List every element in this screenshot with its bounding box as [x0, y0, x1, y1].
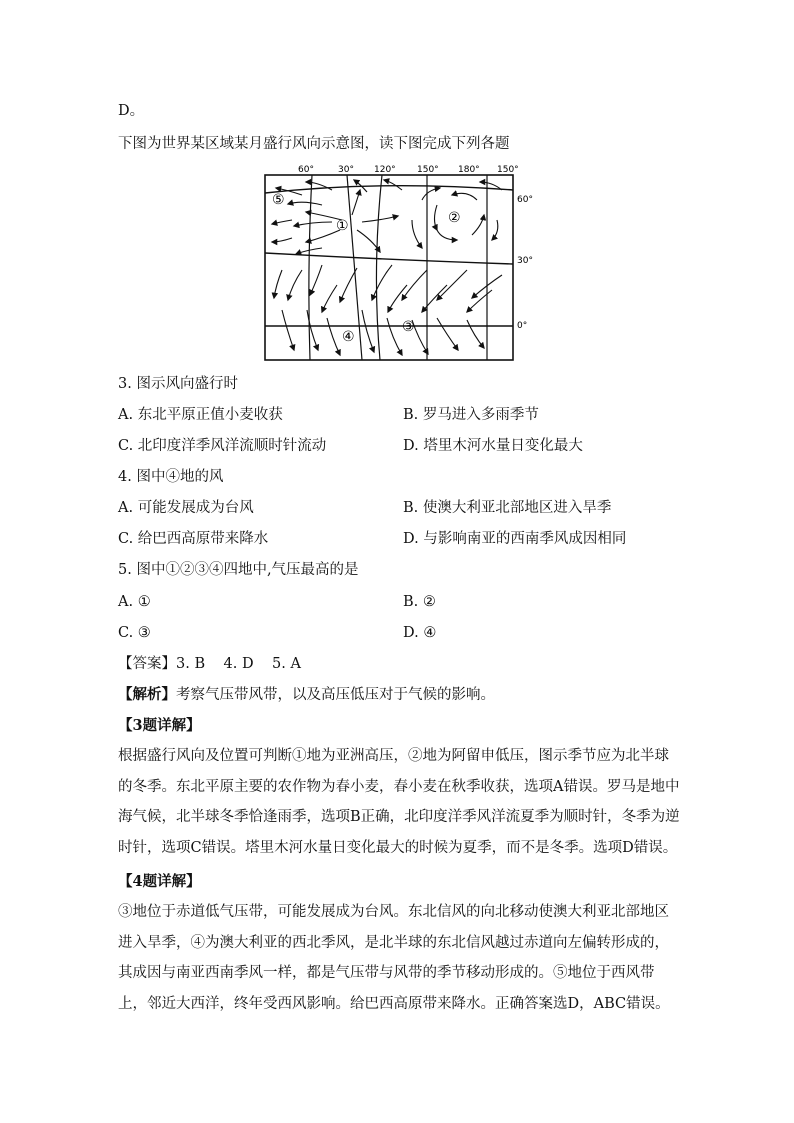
latitude-line-30 [265, 253, 513, 264]
wind-arrow [282, 310, 294, 350]
lon-label: 30° [338, 165, 354, 175]
wind-arrow [388, 285, 407, 312]
wind-arrow [422, 188, 440, 200]
wind-arrow [402, 270, 427, 300]
q5-option-d: D. ④ [403, 625, 437, 641]
marker-3: ③ [402, 319, 415, 335]
lon-label: 150° [497, 165, 519, 175]
wind-arrow [362, 216, 398, 222]
wind-arrow [322, 285, 337, 312]
latitude-line-60 [265, 186, 513, 193]
q3-option-b: B. 罗马进入多雨季节 [403, 407, 539, 423]
analysis-tag: 【解析】 [118, 686, 176, 703]
q4-stem: 4. 图中④地的风 [118, 469, 224, 485]
wind-arrow [306, 230, 340, 242]
q5-option-c: C. ③ [118, 625, 151, 641]
wind-arrow [310, 265, 322, 295]
lon-label: 150° [417, 165, 439, 175]
wind-arrow [294, 222, 332, 226]
wind-arrows [272, 180, 502, 355]
wind-arrow [435, 205, 438, 230]
answer-key: 【答案】3. B 4. D 5. A [118, 656, 301, 672]
wind-arrow [492, 220, 498, 240]
detail4-text: ③地位于赤道低气压带，可能发展成为台风。东北信风的向北移动使澳大利亚北部地区进入旱季，④为澳大利亚的西北季风，是北半球的东北信风越过赤道向左偏转形成的，其成因与南亚西南季风一样，都是气压带与风带的季节移动形成的。⑤地位于西风带上，邻近大西洋，终年受西风影响。给巴西高原带来降水。正确答案选D，ABC错误。 [118, 904, 670, 1012]
prevailing-wind-map [262, 160, 533, 365]
wind-arrow [437, 270, 467, 300]
wind-arrow [467, 290, 492, 312]
wind-arrow [412, 220, 422, 248]
wind-arrow [452, 193, 477, 200]
wind-arrow [274, 270, 282, 298]
q5-option-b: B. ② [403, 594, 436, 610]
detail3-text: 根据盛行风向及位置可判断①地为亚洲高压，②地为阿留申低压，图示季节应为北半球的冬季。东北平原主要的农作物为春小麦，春小麦在秋季收获，选项A错误。罗马是地中海气候，北半球冬季恰逢雨季，选项B正确，北印度洋季风洋流夏季为顺时针，冬季为逆时针，选项C错误。塔里木河水量日变化最大的时候为夏季，而不是冬季。选项D错误。 [118, 748, 680, 856]
wind-arrow [340, 268, 357, 302]
q4-option-a: A. 可能发展成为台风 [118, 500, 254, 516]
wind-arrow [272, 220, 292, 224]
detail3-title: 【3题详解】 [118, 717, 201, 734]
wind-arrow [272, 238, 292, 242]
q4-option-d: D. 与影响南亚的西南季风成因相同 [403, 531, 627, 547]
wind-arrow [362, 310, 374, 352]
q5-stem: 5. 图中①②③④四地中,气压最高的是 [118, 562, 359, 578]
lon-label: 180° [458, 165, 480, 175]
analysis-text: 考察气压带风带，以及高压低压对于气候的影响。 [176, 687, 495, 703]
longitude-line [376, 175, 382, 360]
marker-2: ② [448, 210, 461, 226]
previous-answer: D。 [118, 103, 145, 119]
q3-stem: 3. 图示风向盛行时 [118, 376, 238, 392]
wind-arrow [387, 318, 402, 355]
marker-4: ④ [342, 329, 355, 345]
wind-arrow [467, 320, 484, 348]
question-intro: 下图为世界某区域某月盛行风向示意图，读下图完成下列各题 [118, 136, 510, 152]
wind-arrow [352, 190, 360, 215]
wind-arrow [437, 318, 458, 350]
wind-arrow [288, 202, 322, 205]
marker-5: ⑤ [272, 192, 285, 208]
q3-option-d: D. 塔里木河水量日变化最大 [403, 438, 583, 454]
wind-arrow [422, 285, 447, 312]
lon-label: 120° [374, 165, 396, 175]
wind-arrow [306, 212, 342, 220]
wind-arrow [288, 270, 302, 300]
analysis-line [118, 685, 495, 705]
wind-arrow [437, 230, 457, 240]
q5-option-a: A. ① [118, 594, 151, 610]
wind-arrow [472, 215, 484, 235]
lat-label: 0° [517, 321, 528, 331]
q3-option-c: C. 北印度洋季风洋流顺时针流动 [118, 438, 327, 454]
q3-option-a: A. 东北平原正值小麦收获 [118, 407, 283, 423]
q4-option-c: C. 给巴西高原带来降水 [118, 531, 269, 547]
marker-1: ① [336, 218, 349, 234]
detail4-title: 【4题详解】 [118, 873, 201, 890]
wind-arrow [372, 265, 392, 300]
lat-label: 60° [517, 195, 533, 205]
q4-option-b: B. 使澳大利亚北部地区进入旱季 [403, 500, 612, 516]
lat-label: 30° [517, 256, 533, 266]
lon-label: 60° [298, 165, 314, 175]
wind-arrow [327, 318, 340, 355]
